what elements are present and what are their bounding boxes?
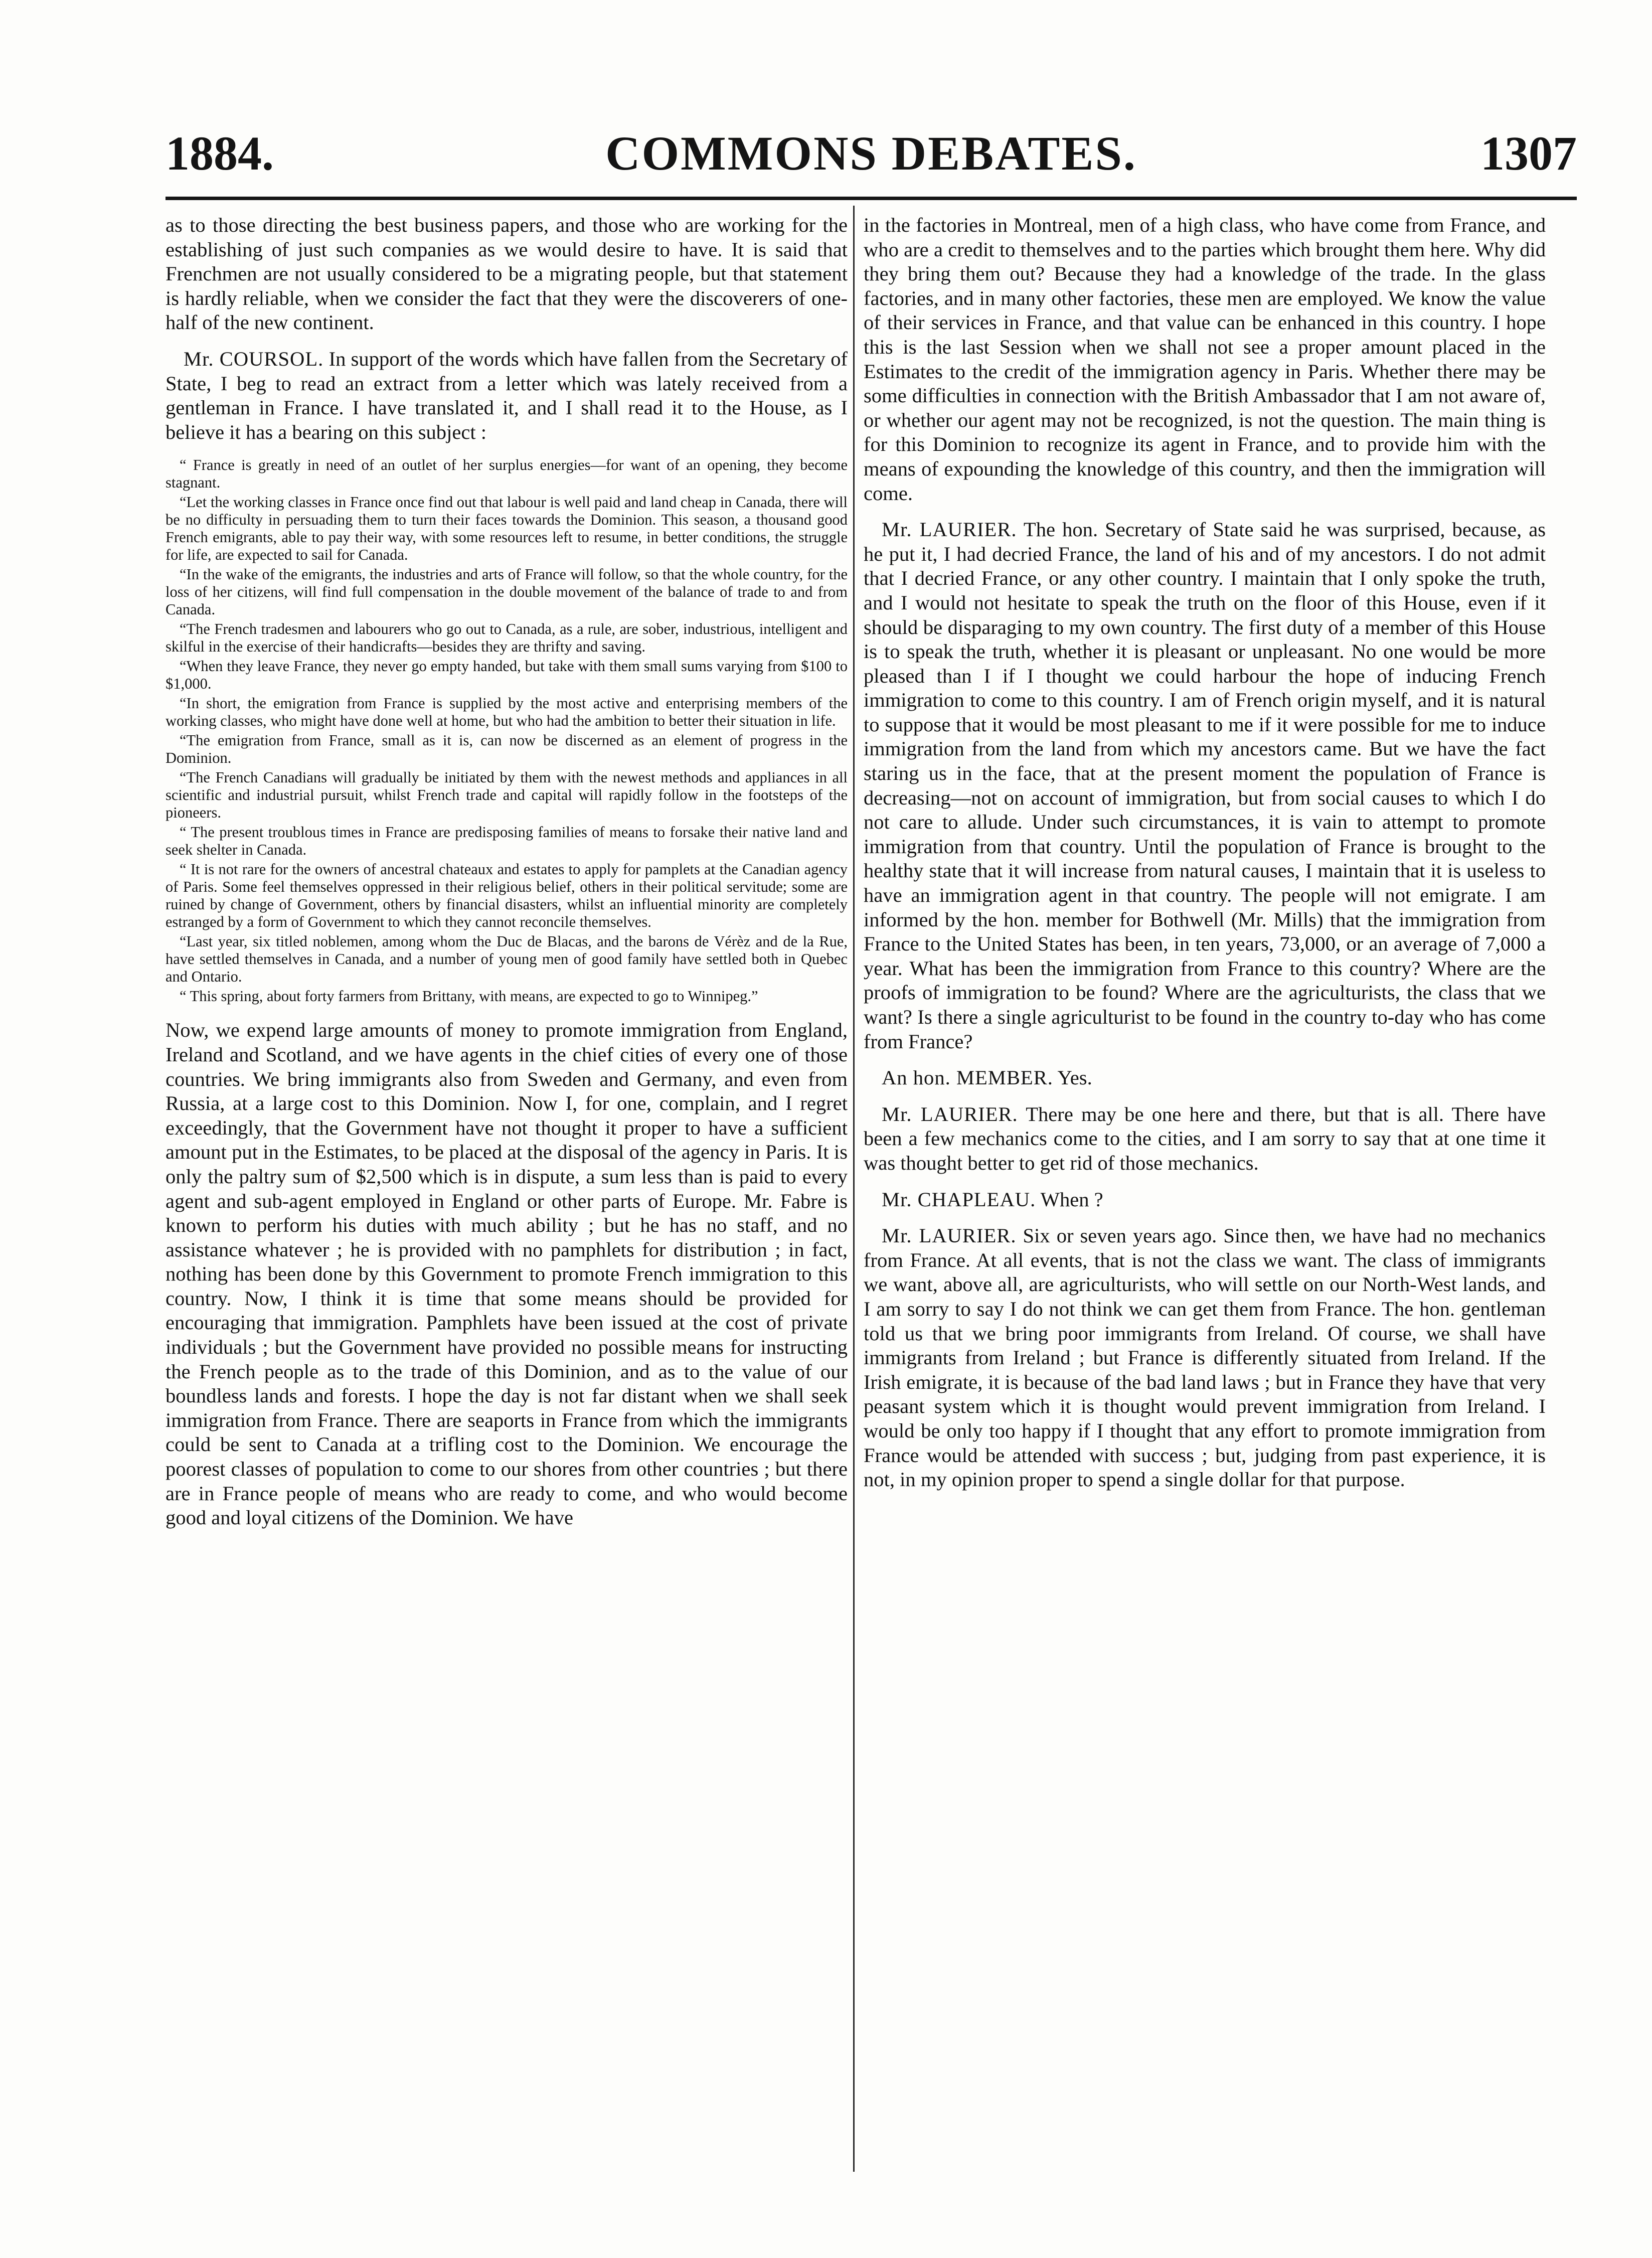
speech-text: When ?: [1040, 1188, 1103, 1211]
left-column: [166, 213, 848, 2159]
quote-paragraph: “The French Canadians will gradually be initiated by them with the newest methods and appliances in all scientific and industrial pursuit, whilst French trade and capital will rapidly follow in the footsteps of the pioneers.: [166, 769, 848, 822]
speech-text: In support of the words which have fallen from the Secretary of State, I beg to read an extract from a letter which was lately received from a gentleman in France. I have translated it, and I shall read it to the House, as I believe it has a bearing on this subject :: [166, 347, 848, 443]
quote-paragraph: “ It is not rare for the owners of ancestral chateaux and estates to apply for pamplets at the Canadian agency of Paris. Some feel themselves oppressed in their religious belief, others in their political servitude; some are ruined by change of Government, others by financial disasters, whilst an influential minority are completely estranged by a form of Government to which they cannot reconcile themselves.: [166, 861, 848, 931]
paragraph-laurier: [864, 518, 1546, 1054]
quote-paragraph: “In short, the emigration from France is supplied by the most active and enterprising members of the working classes, who might have done well at home, but who had the ambition to better their situation in life.: [166, 695, 848, 730]
header-rule: [166, 197, 1577, 200]
paragraph-chapleau: [864, 1188, 1546, 1212]
quote-paragraph: “ France is greatly in need of an outlet of her surplus energies—for want of an opening, they become stagnant.: [166, 456, 848, 492]
header-page-number: 1307: [1480, 126, 1577, 180]
quote-paragraph: “Last year, six titled noblemen, among whom the Duc de Blacas, and the barons de Vérèz and de la Rue, have settled themselves in Canada, and a number of young men of good family have settled both in Quebec and Ontario.: [166, 933, 848, 986]
quote-paragraph: “Let the working classes in France once find out that labour is well paid and land cheap in Canada, there will be no difficulty in persuading them to turn their faces towards the Dominion. This season, a thousand good French emigrants, able to pay their way, with some resources left to resume, in better conditions, the struggle for life, are expected to sail for Canada.: [166, 494, 848, 564]
speech-text: Six or seven years ago. Since then, we have had no mechanics from France. At all events, that is not the class we want. The class of immigrants we want, above all, are agriculturists, who will settle on our North-West lands, and I am sorry to say I do not think we can get them from France. The hon. gentleman told us that we bring poor immigrants from Ireland. Of course, we shall have immigrants from Ireland ; but France is differently situated from Ireland. If the Irish emigrate, it is because of the bad land laws ; but in France they have that very peasant system which it is thought would prevent immigration from Ireland. I would be only too happy if I thought that any effort to promote immigration from France would be attended with success ; but, judging from past experience, it is not, in my opinion proper to spend a single dollar for that purpose.: [864, 1224, 1546, 1491]
speaker-name: Mr. LAURIER.: [882, 518, 1017, 541]
paragraph: as to those directing the best business papers, and those who are working for the establishing of just such companies as we would desire to have. It is said that Frenchmen are not usually considered to be a migrating people, but that statement is hardly reliable, when we consider the fact that they were the discoverers of one-half of the new continent.: [166, 214, 848, 334]
column-divider: [853, 206, 855, 2172]
paragraph-laurier: [864, 1224, 1546, 1492]
paragraph: Now, we expend large amounts of money to promote immigration from England, Ireland and Scotland, and we have agents in the chief cities of every one of those countries. We bring immigrants also from Sweden and Germany, and even from Russia, at a large cost to this Dominion. Now I, for one, complain, and I regret exceedingly, that the Government have not thought it proper to have a sufficient amount put in the Estimates, to be placed at the disposal of the agency in Paris. It is only the paltry sum of $2,500 which is in dispute, a sum less than is paid to every agent and sub-agent employed in England or other parts of Europe. Mr. Fabre is known to perform his duties with much ability ; but he has no staff, and no assistance whatever ; he is provided with no pamphlets for distribution ; in fact, nothing has been done by this Government to promote French immigration to this country. Now, I think it is time that some means should be provided for encouraging that immigration. Pamphlets have been issued at the cost of private individuals ; but the Government have provided no possible means for instructing the French people as to the trade of this Dominion, and as to the value of our boundless lands and forests. I hope the day is not far distant when we shall seek immigration from France. There are seaports in France from which the immigrants could be sent to Canada at a trifling cost to the Dominion. We encourage the poorest classes of population to come to our shores from other countries ; but there are in France people of means who are ready to come, and who would become good and loyal citizens of the Dominion. We have: [166, 1019, 848, 1529]
header-title: COMMONS DEBATES.: [605, 126, 1137, 180]
speaker-name: An hon. MEMBER.: [882, 1066, 1053, 1089]
quote-paragraph: “The French tradesmen and labourers who go out to Canada, as a rule, are sober, industrious, intelligent and skilful in the exercise of their handicrafts—besides they are thrifty and saving.: [166, 620, 848, 656]
paragraph-member: [864, 1066, 1546, 1090]
paragraph: in the factories in Montreal, men of a high class, who have come from France, and who are a credit to themselves and to the parties which brought them here. Why did they bring them out? Because they had a knowledge of the trade. In the glass factories, and in many other factories, these men are employed. We know the value of their services in France, and that value can be enhanced in this country. I hope this is the last Session when we shall not see a proper amount placed in the Estimates to the credit of the immigration agency in Paris. Whether there may be some difficulties in connection with the British Ambassador that I am not aware of, or whether our agent may not be recognized, is not the question. The main thing is for this Dominion to recognize its agent in France, and to provide him with the means of expounding the knowledge of this country, and then the immigration will come.: [864, 214, 1546, 505]
speech-text: The hon. Secretary of State said he was surprised, because, as he put it, I had decried France, the land of his and of my ancestors. I do not admit that I decried France, or any other country. I maintain that I only spoke the truth, and I would not hesitate to speak the truth on the floor of this House, even if it should be disparaging to my own country. The first duty of a member of this House is to speak the truth, whether it is pleasant or unpleasant. No one would be more pleased than I if I thought we could harbour the hope of inducing French immigration to come to this country. I am of French origin myself, and it is natural to suppose that it would be most pleasant to me if it were possible for me to induce immigration from the land from which my ancestors came. But we have the fact staring us in the face, that at the present moment the population of France is decreasing—not on account of immigration, but from social causes to which I do not care to allude. Under such circumstances, it is vain to attempt to promote immigration from that country. Until the population of France is brought to the healthy state that it will increase from natural causes, I maintain that it is useless to have an immigration agent in that country. The people will not emigrate. I am informed by the hon. member for Bothwell (Mr. Mills) that the immigration from France to the United States has been, in ten years, 73,000, or an average of 7,000 a year. What has been the immigration from France to this country? Where are the proofs of immigration to be found? Where are the agriculturists, the class that we want? Is there a single agriculturist to be found in the country to-day who has come from France?: [864, 518, 1546, 1053]
speaker-name: Mr. LAURIER.: [882, 1224, 1017, 1247]
speech-text: Yes.: [1057, 1066, 1092, 1089]
quote-paragraph: “ This spring, about forty farmers from Brittany, with means, are expected to go to Winnipeg.”: [180, 988, 758, 1005]
speech-text: There may be one here and there, but that is all. There have been a few mechanics come to the cities, and I am sorry to say that at one time it was thought better to get rid of those mechanics.: [864, 1102, 1546, 1174]
speaker-name: Mr. LAURIER.: [882, 1102, 1018, 1125]
speaker-name: Mr. COURSOL.: [184, 347, 324, 370]
quote-paragraph: “In the wake of the emigrants, the industries and arts of France will follow, so that the whole country, for the loss of her citizens, will find full compensation in the double movement of the balance of trade to and from Canada.: [166, 566, 848, 618]
quote-paragraph: “When they leave France, they never go empty handed, but take with them small sums varying from $100 to $1,000.: [166, 658, 848, 693]
page-header: [166, 125, 1577, 196]
paragraph-laurier: [864, 1102, 1546, 1176]
quoted-letter: [166, 456, 848, 1005]
quote-paragraph: “The emigration from France, small as it is, can now be discerned as an element of progress in the Dominion.: [166, 732, 848, 767]
right-column: [864, 213, 1546, 2159]
paragraph-coursol: [166, 347, 848, 444]
quote-paragraph: “ The present troublous times in France are predisposing families of means to forsake their native land and seek shelter in Canada.: [166, 824, 848, 859]
speaker-name: Mr. CHAPLEAU.: [882, 1188, 1036, 1211]
header-year: 1884.: [166, 126, 274, 180]
